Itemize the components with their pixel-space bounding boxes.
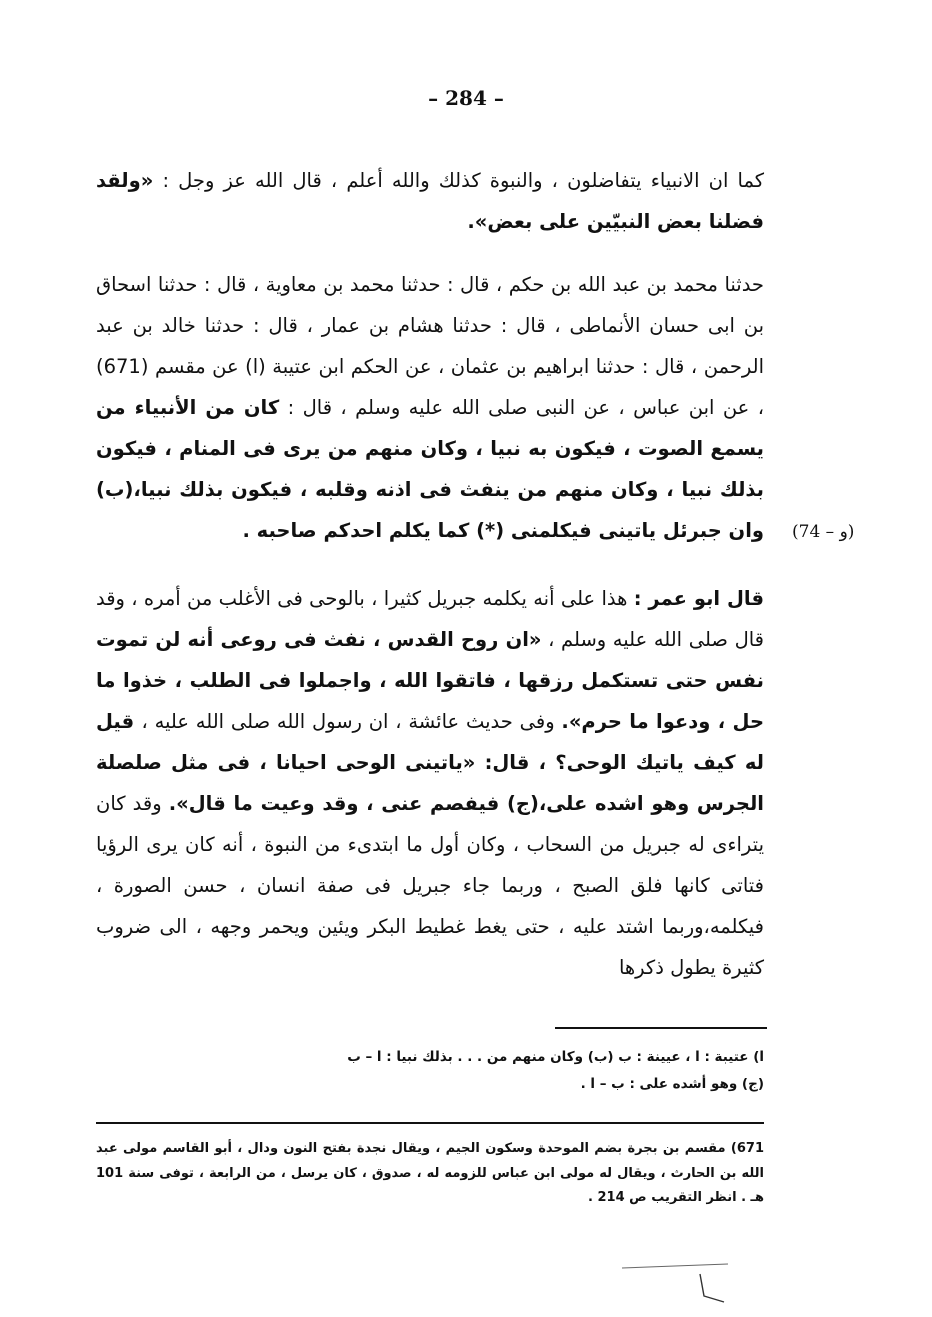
footnote-separator [555,1027,767,1029]
commentary-text-2: وفى حديث عائشة ، ان رسول الله صلى الله عليه ، [141,710,562,733]
intro-text: كما ان الانبياء يتفاضلون ، والنبوة كذلك والله أعلم ، قال الله عز وجل : [162,169,765,192]
variant-footnote-line: ا) عتيبة : ا ، عيينة : ب (ب) وكان منهم من . . . بذلك نبيا : ا – ب [347,1049,764,1065]
variant-footnote-line: (ج) وهو أشده على : ب – ا . [580,1076,764,1092]
intro-paragraph [96,160,764,242]
hadith-isnad: حدثنا محمد بن عبد الله بن حكم ، قال : حدثنا محمد بن معاوية ، قال : حدثنا اسحاق بن ابى حسان الأنماطى ، قال : حدثنا هشام بن عمار ، قال : حدثنا خالد بن عبد الرحمن ، قال : حدثنا ابراهيم بن عثمان ، عن الحكم ابن عتيبة (ا) عن مقسم (671) ، عن ابن عباس ، عن النبى صلى الله عليه وسلم ، قال : [96,273,764,419]
hadith-paragraph [96,264,764,551]
commentary-quote-1: «ان روح القدس ، نفث فى روعى أنه لن تموت نفس حتى تستكمل رزقها ، فاتقوا الله ، واجملوا فى الطلب ، خذوا ما حل ، ودعوا ما حرم». [96,628,764,733]
commentary-text-3: وقد كان يتراءى له جبريل من السحاب ، وكان أول ما ابتدىء من النبوة ، أنه كان يرى الرؤيا فتاتى كانها فلق الصبح ، وربما جاء جبريل فى صفة انسان ، حسن الصورة ، فيكلمه،وربما اشتد عليه ، حتى يغط غطيط البكر ويئين ويحمر وجهه ، الى ضروب كثيرة يطول ذكرها [96,792,764,979]
variant-footnotes [96,1044,764,1098]
quran-verse: «ولقد فضلنا بعض النبيّين على بعض». [96,169,764,233]
biographical-footnote: 671) مقسم بن بجرة بضم الموحدة وسكون الجيم ، ويقال نجدة بفتح النون ودال ، أبو القاسم مولى عبد الله بن الحارث ، ويقال له مولى ابن عباس للزومه له ، صدوق ، كان يرسل ، من الرابعة ، توفى سنة 101 هـ . انظر التقريب ص 214 . [96,1141,764,1205]
manuscript-folio-reference: (74 – و) [792,522,855,542]
commentary-text-1: هذا على أنه يكلمه جبريل كثيرا ، بالوحى فى الأغلب من أمره ، وقد قال صلى الله عليه وسلم ، [96,587,765,651]
commentary-heading: قال ابو عمر : [633,587,765,610]
commentary-paragraph [96,578,764,988]
stray-pen-mark [620,1262,740,1307]
commentary-quote-2: قيل له كيف ياتيك الوحى؟ ، قال: «ياتينى الوحى احيانا ، فى مثل صلصلة الجرس وهو اشده على،(ج) فيفصم عنى ، وقد وعيت ما قال». [96,710,764,815]
footnote-divider [96,1122,764,1124]
page-number: – 284 – [428,86,504,110]
hadith-matn: كان من الأنبياء من يسمع الصوت ، فيكون به نبيا ، وكان منهم من يرى فى المنام ، فيكون بذلك نبيا ، وكان منهم من ينفث فى اذنه وقلبه ، فيكون بذلك نبيا،(ب) وان جبرئل ياتينى فيكلمنى (*) كما يكلم احدكم صاحبه . [96,396,764,542]
